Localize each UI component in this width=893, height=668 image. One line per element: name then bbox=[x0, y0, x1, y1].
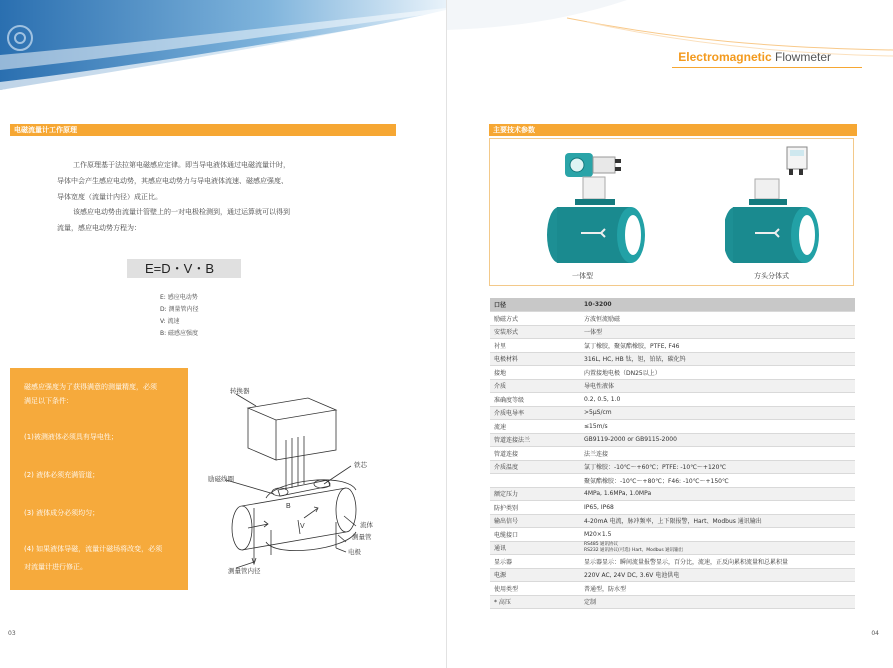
spec-row bbox=[490, 568, 855, 582]
formula-box: E=D・V・B bbox=[127, 259, 241, 278]
spec-row bbox=[490, 582, 855, 596]
spec-row bbox=[490, 460, 855, 474]
left-page bbox=[0, 0, 446, 668]
spec-key: 流速 bbox=[494, 423, 507, 431]
spec-key: 衬里 bbox=[494, 342, 507, 350]
legend-item: E: 感应电动势 bbox=[160, 294, 198, 301]
photo-label-integrated: 一体型 bbox=[572, 272, 593, 280]
spec-key: 电源 bbox=[490, 568, 580, 582]
spec-value: 聚氨酯橡胶：-10℃～+80℃；F46: -10℃～+150℃ bbox=[584, 477, 729, 485]
spec-value: 氯丁橡胶：-10℃～+60℃；PTFE: -10℃～+120℃ bbox=[580, 460, 855, 474]
label-converter: 转换器 bbox=[230, 387, 250, 395]
spec-row bbox=[490, 366, 855, 380]
spec-row bbox=[490, 379, 855, 393]
spec-value: 220V AC, 24V DC, 3.6V 电池供电 bbox=[580, 568, 855, 582]
spec-key: 励磁方式 bbox=[494, 315, 519, 323]
svg-text:B: B bbox=[286, 503, 291, 510]
spec-key: 通讯 bbox=[490, 541, 580, 555]
brand-underline bbox=[672, 67, 862, 68]
spec-key: 管道连接法兰 bbox=[490, 433, 580, 447]
spec-value: 4MPa, 1.6MPa, 1.0MPa bbox=[580, 487, 855, 501]
spec-key: 安装形式 bbox=[490, 325, 580, 339]
section-title-specs: 主要技术参数 bbox=[489, 124, 857, 136]
spec-value-line: RS232 通讯协议(可选) Hart、Modbus 通讯输出 bbox=[584, 547, 684, 553]
spec-key: 显示器 bbox=[494, 558, 513, 566]
spec-value: 法兰连接 bbox=[584, 450, 609, 458]
spec-row bbox=[490, 420, 855, 434]
label-iron-core: 铁芯 bbox=[354, 461, 367, 469]
label-measuring-tube: 测量管 bbox=[352, 533, 372, 541]
spec-key: * 高压 bbox=[490, 595, 580, 609]
spec-row bbox=[490, 555, 855, 569]
spec-row bbox=[490, 541, 855, 555]
spec-value: 氯丁橡胶，聚氨酯橡胶，PTFE, F46 bbox=[584, 342, 680, 350]
spec-key: 介质 bbox=[490, 379, 580, 393]
spec-row bbox=[490, 501, 855, 515]
spec-key: 接地 bbox=[494, 369, 507, 377]
legend-item: B: 磁感应强度 bbox=[160, 330, 199, 337]
header-curve-graphic bbox=[447, 0, 893, 80]
spec-row bbox=[490, 406, 855, 420]
spec-row bbox=[490, 312, 855, 326]
spec-row bbox=[490, 447, 855, 461]
label-excitation-coil: 励磁线圈 bbox=[208, 475, 234, 483]
spec-key: 电极材料 bbox=[490, 352, 580, 366]
formula-legend bbox=[160, 292, 199, 340]
legend-item: V: 流速 bbox=[160, 318, 180, 325]
remote-flowmeter-image bbox=[725, 145, 835, 263]
spec-row bbox=[490, 514, 855, 528]
label-tube-diameter: 测量管内径 bbox=[228, 567, 261, 575]
spec-row bbox=[490, 339, 855, 353]
brand-title: Electromagnetic Flowmeter bbox=[678, 50, 831, 64]
svg-text:V: V bbox=[300, 523, 305, 530]
intro-paragraph: 工作原理基于法拉第电磁感应定律。即当导电液体通过电磁流量计时， 导体中会产生感应电动势，其感应电动势力与导电液体流速、磁感应强度、 导体宽度（流量计内径）成正比。 bbox=[57, 161, 290, 201]
spec-value: 0.2, 0.5, 1.0 bbox=[584, 395, 621, 403]
spec-key bbox=[490, 474, 580, 488]
spec-value: >5μS/cm bbox=[580, 406, 855, 420]
spec-value: 10-3200 bbox=[580, 298, 855, 312]
spec-key: 输出信号 bbox=[490, 514, 580, 528]
page-number-left: 03 bbox=[8, 630, 16, 637]
spec-value: 方波恒流励磁 bbox=[584, 315, 621, 323]
spec-value-line: RS485 通讯协议 bbox=[584, 541, 619, 547]
spec-row bbox=[490, 474, 855, 488]
section-title-working-principle: 电磁流量计工作原理 bbox=[10, 124, 396, 136]
spec-value: M20×1.5 bbox=[584, 530, 612, 538]
spec-value: 316L, HC, HB 钛，钽，铂铱，碳化钨 bbox=[580, 352, 855, 366]
spec-value: GB9119-2000 or GB9115-2000 bbox=[580, 433, 855, 447]
spec-row bbox=[490, 595, 855, 609]
spec-row bbox=[490, 528, 855, 542]
spec-row bbox=[490, 393, 855, 407]
spec-value: 定制 bbox=[580, 595, 855, 609]
spec-key: 电缆接口 bbox=[494, 531, 519, 539]
flowmeter-principle-diagram bbox=[196, 380, 396, 580]
spec-value: ≤15m/s bbox=[584, 422, 608, 430]
spec-key: 防护类别 bbox=[494, 504, 519, 512]
legend-item: D: 测量管内径 bbox=[160, 306, 199, 313]
header-wave-graphic bbox=[0, 0, 446, 95]
conditions-box: 磁感应强度为了获得满意的测量精度，必须 满足以下条件： (1)被测液体必须具有导电性； (2) 液体必须充满管道； (3) 液体成分必须均匀； (4) 如果液体导磁，流量计磁场将改变，必须 对流量计进行修正。 bbox=[10, 368, 188, 590]
spec-key: 准确度等级 bbox=[494, 396, 525, 404]
spec-table bbox=[490, 298, 855, 609]
spec-row bbox=[490, 325, 855, 339]
spec-row bbox=[490, 433, 855, 447]
equation-paragraph: 该感应电动势由流量计管壁上的一对电极检测到，通过运算就可以得到 流量，感应电动势方程为： bbox=[57, 208, 290, 232]
spec-key: 介质温度 bbox=[490, 460, 580, 474]
spec-key: 额定压力 bbox=[490, 487, 580, 501]
spec-value: IP65, IP68 bbox=[584, 503, 614, 511]
spec-value: 普通型，防水型 bbox=[584, 585, 627, 593]
spec-value: 内置接地电极（DN25以上） bbox=[584, 369, 661, 377]
spec-key: 介质电导率 bbox=[490, 406, 580, 420]
spec-key: 使用类型 bbox=[494, 585, 519, 593]
right-page bbox=[447, 0, 893, 668]
spec-row bbox=[490, 487, 855, 501]
integrated-flowmeter-image bbox=[545, 147, 645, 263]
spec-key: 管道连接 bbox=[494, 450, 519, 458]
spec-value bbox=[580, 541, 855, 555]
photo-label-remote: 方头分体式 bbox=[754, 272, 789, 280]
spec-value: 一体型 bbox=[580, 325, 855, 339]
spec-row bbox=[490, 352, 855, 366]
spec-value: 4-20mA 电流，脉冲频率，上下限报警，Hart、Modbus 通讯输出 bbox=[580, 514, 855, 528]
spec-key: 口径 bbox=[490, 298, 580, 312]
spec-value: 显示器显示：瞬间流量报警显示，百分比，流速，正反向累积流量和总累积量 bbox=[584, 558, 789, 566]
spec-value: 导电性液体 bbox=[580, 379, 855, 393]
spec-row bbox=[490, 298, 855, 312]
product-photos bbox=[489, 138, 854, 286]
label-fluid: 流体 bbox=[360, 521, 373, 529]
page-number-right: 04 bbox=[871, 630, 879, 637]
label-electrode: 电极 bbox=[348, 548, 361, 556]
